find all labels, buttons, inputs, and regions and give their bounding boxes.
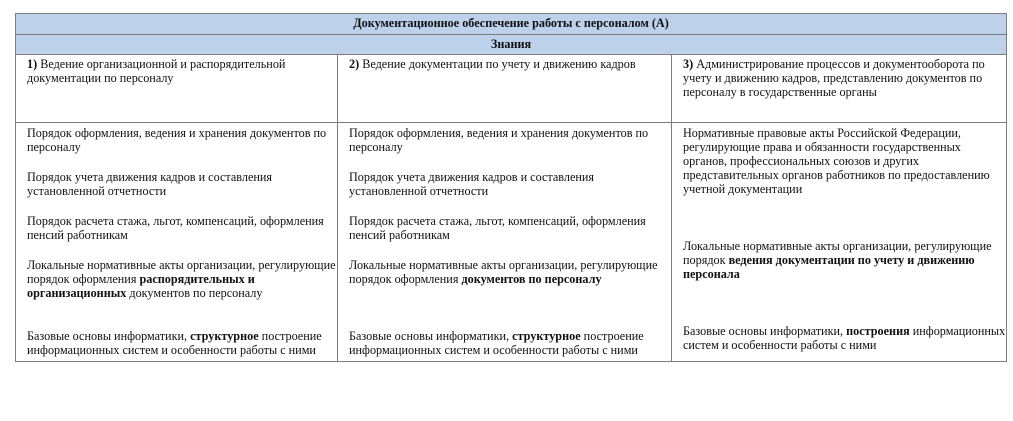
column-head-3 xyxy=(672,55,1007,123)
column-head-text: Ведение документации по учету и движению кадров xyxy=(359,57,636,71)
list-item xyxy=(683,324,1006,352)
item-text: Локальные нормативные акты организации, регулирующие порядок xyxy=(683,239,992,267)
list-item xyxy=(27,170,337,198)
column-number: 2) xyxy=(349,57,360,71)
item-text-bold: распорядительных и организационных xyxy=(27,272,255,300)
item-text: Порядок учета движения кадров и составления установленной отчетности xyxy=(27,170,273,198)
item-text: Порядок оформления, ведения и хранения документов по персоналу xyxy=(349,126,649,154)
item-text: Базовые основы информатики, xyxy=(27,329,191,343)
list-item xyxy=(349,170,671,198)
item-text: Порядок расчета стажа, льгот, компенсаций, оформления пенсий работникам xyxy=(27,214,324,242)
item-text: Порядок расчета стажа, льгот, компенсаций, оформления пенсий работникам xyxy=(349,214,646,242)
item-text: Локальные нормативные акты организации, регулирующие порядок оформления xyxy=(349,258,658,286)
item-text-bold: структурное xyxy=(512,329,581,343)
table-title: Документационное обеспечение работы с персоналом (А) xyxy=(16,14,1007,35)
item-text: построение информационных систем и особенности работы с ними xyxy=(27,329,322,357)
knowledge-row xyxy=(16,123,1007,362)
column-number: 1) xyxy=(27,57,38,71)
list-item xyxy=(349,214,671,242)
section-row xyxy=(16,35,1007,55)
column-head-text: Ведение организационной и распорядительной документации по персоналу xyxy=(27,57,286,85)
item-text: Локальные нормативные акты организации, регулирующие порядок оформления xyxy=(27,258,336,286)
item-text: информационных систем и особенности работы с ними xyxy=(683,324,1006,352)
item-text: Базовые основы информатики, xyxy=(349,329,513,343)
item-text-bold: структурное xyxy=(190,329,259,343)
item-text: Порядок оформления, ведения и хранения документов по персоналу xyxy=(27,126,327,154)
item-text: Порядок учета движения кадров и составления установленной отчетности xyxy=(349,170,595,198)
item-text-bold: ведения документации по учету и движению персонала xyxy=(683,253,975,281)
item-text-bold: документов по персоналу xyxy=(461,272,602,286)
item-text: Базовые основы информатики, xyxy=(683,324,847,338)
list-item xyxy=(683,126,1006,196)
list-item xyxy=(683,239,1006,295)
title-row xyxy=(16,14,1007,35)
list-item xyxy=(27,214,337,242)
column-head-2 xyxy=(338,55,672,123)
list-item xyxy=(27,258,337,300)
item-text: документов по персоналу xyxy=(126,286,263,300)
item-text: построение информационных систем и особенности работы с ними xyxy=(349,329,644,357)
column-number: 3) xyxy=(683,57,694,71)
list-item xyxy=(349,258,671,300)
item-text-bold: построения xyxy=(846,324,910,338)
list-item xyxy=(349,126,671,154)
column-1-items xyxy=(16,123,338,362)
list-item xyxy=(27,126,337,154)
column-2-items xyxy=(338,123,672,362)
document-table-wrapper xyxy=(15,13,1006,362)
column-3-items xyxy=(672,123,1007,362)
list-item xyxy=(349,329,671,357)
item-text: Нормативные правовые акты Российской Федерации, регулирующие права и обязанности государственных органов, профессиональных союзов и других представительных органов работников по предоставлению учетной документации xyxy=(683,126,990,196)
section-title: Знания xyxy=(16,35,1007,55)
column-head-1 xyxy=(16,55,338,123)
list-item xyxy=(27,329,337,357)
competency-table xyxy=(15,13,1007,362)
column-heads-row xyxy=(16,55,1007,123)
column-head-text: Администрирование процессов и документооборота по учету и движению кадров, представлению документов по персоналу в государственные органы xyxy=(683,57,985,99)
